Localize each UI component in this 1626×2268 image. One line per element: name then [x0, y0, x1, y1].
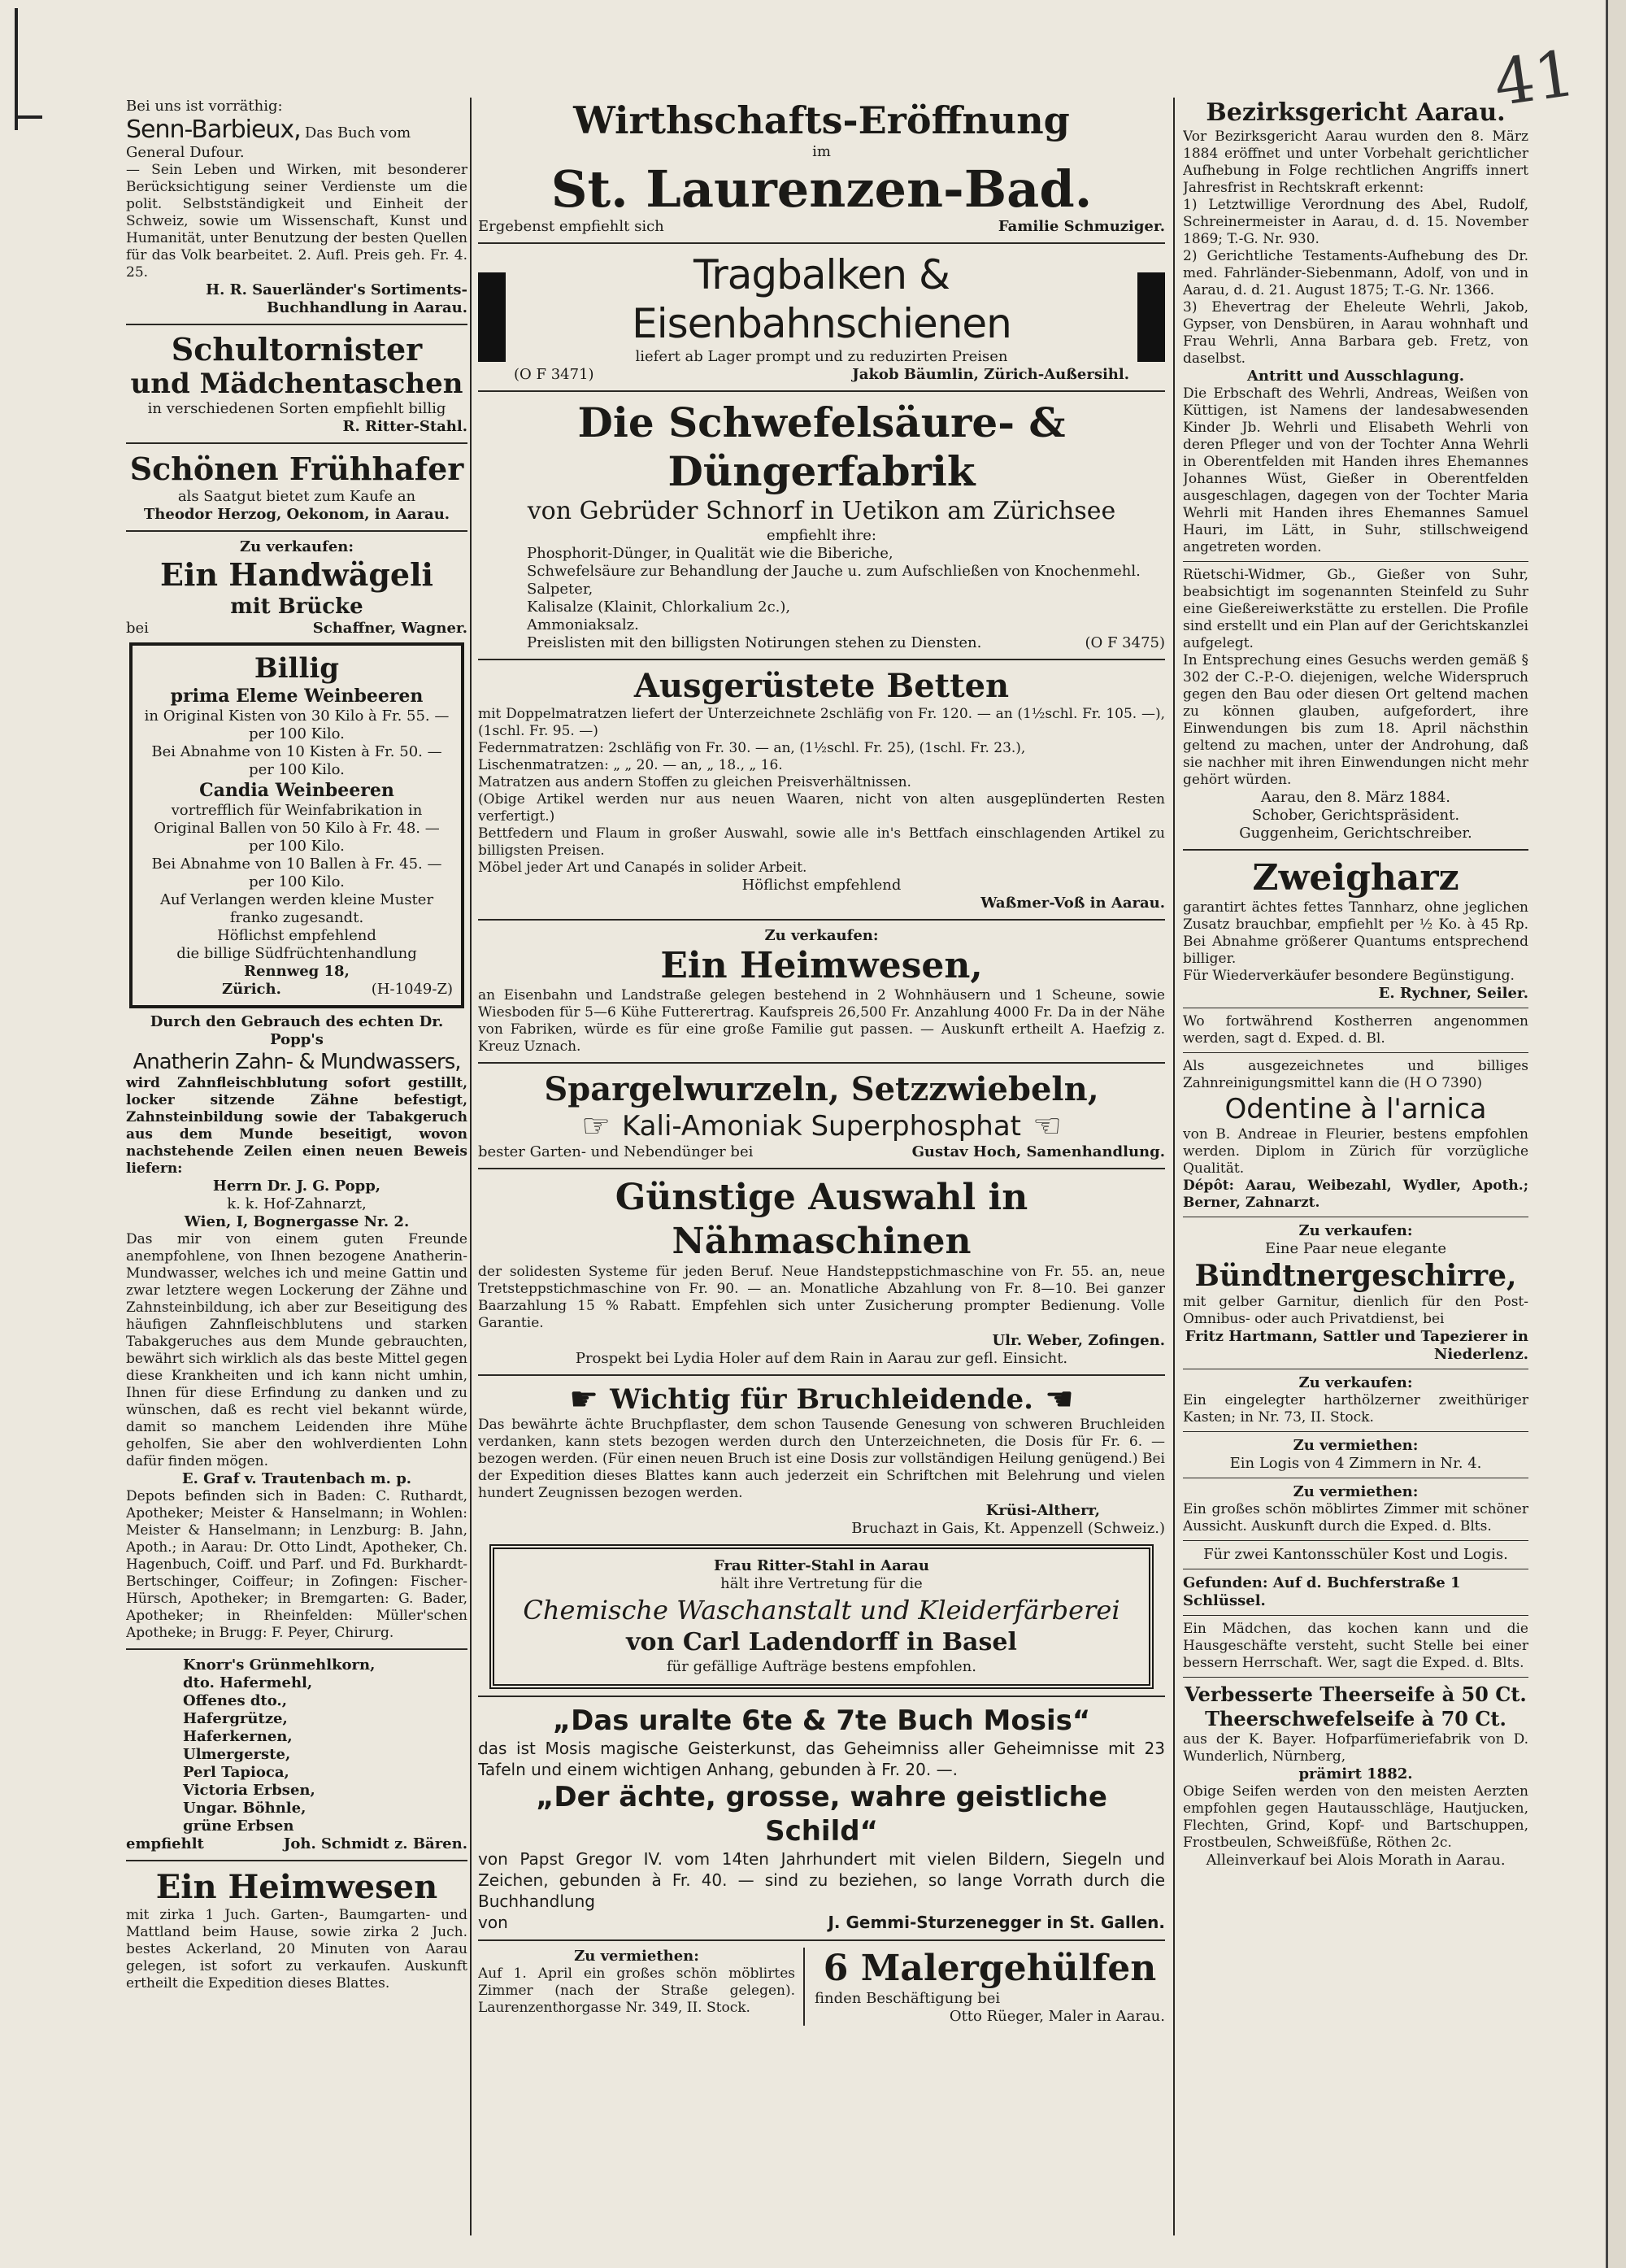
schwefel-item: Schwefelsäure zur Behandlung der Jauche u. zum Aufschließen von Knochenmehl.: [527, 563, 1141, 580]
billig-line: Bei Abnahme von 10 Ballen à Fr. 45. — per 100 Kilo.: [151, 855, 442, 890]
i-beam-icon: [1137, 272, 1165, 362]
separator: [1183, 561, 1528, 562]
ad-foot: Preislisten mit den billigsten Notirungen stehen zu Diensten.: [527, 634, 982, 651]
ad-senn-barbieux: [126, 98, 467, 317]
ad-knorr: [126, 1656, 467, 1835]
ad-title-2: mit Brücke: [230, 594, 363, 619]
ad-title: Anatherin Zahn- & Mundwassers,: [133, 1050, 461, 1074]
ad-body: Auf 1. April ein großes schön möblirtes Zimmer (nach der Straße gelegen). Laurenzenthorgasse Nr. 349, II. Stock.: [478, 1965, 795, 2016]
ad-body: das ist Mosis magische Geisterkunst, das Geheimniss aller Geheimnisse mit 23 Tafeln und einem wichtigen Anhang, gebunden à Fr. 20. —.: [478, 1739, 1165, 1779]
ad-title-2: Theerschwefelseife à 70 Ct.: [1205, 1707, 1506, 1730]
billig-line: Zürich.: [222, 981, 281, 998]
ad-body: von B. Andreae in Fleurier, bestens empfohlen werden. Diplom in Zürich für vorzügliche Qualität.: [1183, 1126, 1528, 1177]
ad-signature: E. Rychner, Seiler.: [1378, 985, 1528, 1002]
ad-naehmaschinen: [478, 1176, 1165, 1368]
ad-left: Ergebenst empfiehlt sich: [478, 218, 664, 235]
ad-body: mit Doppelmatratzen liefert der Unterzeichnete 2schläfig von Fr. 120. — an (1½schl. Fr. 105. —), (1schl. Fr. 95. —): [478, 706, 1165, 739]
ad-foot: bester Garten- und Nebendünger bei: [478, 1143, 754, 1160]
ad-intro: Bei uns ist vorräthig:: [126, 98, 283, 115]
ad-handwaegeli: [126, 538, 467, 638]
ad-sub: Kali-Amoniak Superphosphat: [621, 1110, 1021, 1143]
ad-title: Bündtnergeschirre,: [1194, 1259, 1517, 1293]
ad-line: Matratzen aus andern Stoffen zu gleichen Preisverhältnissen.: [478, 774, 911, 790]
separator: [126, 442, 467, 444]
ad-signature: Fritz Hartmann, Sattler und Tapezierer in Niederlenz.: [1185, 1328, 1528, 1363]
pointing-hand-right-icon: ☞: [581, 1108, 611, 1145]
ad-signature: Alleinverkauf bei Alois Morath in Aarau.: [1206, 1852, 1506, 1869]
ad-head: Zu vermiethen:: [1293, 1437, 1419, 1454]
ad-anatherin: [126, 1013, 467, 1642]
billig-line: Candia Weinbeeren: [199, 780, 394, 801]
ad-kantonsschueler: Für zwei Kantonsschüler Kost und Logis.: [1203, 1546, 1508, 1563]
middle-column: [478, 98, 1165, 2235]
ad-line: Bettfedern und Flaum in großer Auswahl, sowie alle in's Bettfach einschlagenden Artikel zu billigsten Preisen.: [478, 825, 1165, 859]
page-edge: [1606, 0, 1626, 2268]
ad-signature: Ulr. Weber, Zofingen.: [992, 1332, 1165, 1349]
schwefel-item: Phosphorit-Dünger, in Qualität wie die Biberiche,: [527, 545, 893, 562]
separator: [126, 324, 467, 325]
i-beam-icon: [478, 272, 506, 362]
ritter-line: von Carl Ladendorff in Basel: [626, 1628, 1017, 1656]
ad-title: 6 Malergehülfen: [823, 1948, 1157, 1989]
ad-line: Federnmatratzen: 2schläfig von Fr. 30. — an, (1½schl. Fr. 25), (1schl. Fr. 23.),: [478, 740, 1026, 756]
notice-subhead: Antritt und Ausschlagung.: [1246, 368, 1465, 385]
separator: [478, 659, 1165, 660]
ad-sub: von Gebrüder Schnorf in Uetikon am Zürichsee: [527, 497, 1116, 525]
ad-intro: Als ausgezeichnetes und billiges Zahnreinigungsmittel kann die (H O 7390): [1183, 1058, 1528, 1091]
ad-line: Höflichst empfehlend: [741, 877, 902, 894]
separator: [478, 919, 1165, 921]
separator: [1183, 1615, 1528, 1616]
notice-item: 1) Letztwillige Verordnung des Abel, Rudolf, Schreinermeister in Aarau, d. d. 15. November 1869; T.-G. Nr. 930.: [1183, 197, 1528, 247]
ad-title-2: und Mädchentaschen: [130, 368, 463, 400]
ad-body: an Eisenbahn und Landstraße gelegen bestehend in 2 Wohnhäusern und 1 Scheune, sowie Wiesboden für 5—6 Kühe Futterertrag. Kaufspreis 26,500 Fr. Anzahlung 4000 Fr. Da in der Nähe von Fabriken, würde es für eine große Familie gut passen. — Auskunft ertheilt A. Haefzig z. Kreuz Uznach.: [478, 987, 1165, 1055]
separator: [478, 1062, 1165, 1064]
notice-item: 2) Gerichtliche Testaments-Aufhebung des Dr. med. Fahrländer-Siebenmann, Adolf, von und in Aarau, d. d. 21. August 1875; T.-G. Nr. 1366.: [1183, 248, 1528, 298]
ad-title: Wirthschafts-Eröffnung: [573, 98, 1070, 142]
knorr-item: Offenes dto.,: [183, 1692, 287, 1709]
column-rule-left: [470, 98, 472, 2235]
ad-von: von: [478, 1913, 508, 1932]
ad-body-2: Obige Seifen werden von den meisten Aerzten empfohlen gegen Hautausschläge, Hautjucken, Flechten, Grind, Kopf- und Bartschuppen, Frostbeulen, Schweißfüße, Röthen 2c.: [1183, 1783, 1528, 1851]
separator: [478, 1168, 1165, 1169]
ad-foot: Prospekt bei Lydia Holer auf dem Rain in Aarau zur gefl. Einsicht.: [575, 1350, 1068, 1367]
ad-billig-box: [129, 642, 464, 1008]
ad-head: Zu verkaufen:: [764, 927, 879, 944]
ad-zimmer-right: [1183, 1483, 1528, 1535]
schwefel-item: Ammoniaksalz.: [527, 616, 639, 633]
ad-prefix: empfiehlt: [126, 1835, 204, 1852]
separator: [1183, 1431, 1528, 1432]
ad-body: als Saatgut bietet zum Kaufe an: [177, 488, 416, 505]
ad-signature: Theodor Herzog, Oekonom, in Aarau.: [143, 506, 450, 523]
ad-buendtnergeschirre: [1183, 1222, 1528, 1364]
ad-line: (Obige Artikel werden nur aus neuen Waaren, nicht von alten ausgeplünderten Resten verfertigt.): [478, 791, 1165, 825]
ad-mosis: [478, 1704, 1165, 1933]
ad-body: Ein großes schön möblirtes Zimmer mit schöner Aussicht. Auskunft durch die Exped. d. Blts.: [1183, 1501, 1528, 1534]
ad-title: Günstige Auswahl in Nähmaschinen: [615, 1177, 1028, 1262]
pointing-hand-left-icon: ☜: [1033, 1108, 1062, 1145]
ad-zimmer-mid: [478, 1948, 805, 2026]
ad-maedchen: Ein Mädchen, das kochen kann und die Hausgeschäfte versteht, sucht Stelle bei einer bessern Herrschaft. Wer, sagt die Exped. d. Blts.: [1183, 1621, 1528, 1671]
ad-award: prämirt 1882.: [1298, 1765, 1413, 1783]
separator: [1183, 1052, 1528, 1053]
ad-schwefelsaeure: [478, 398, 1165, 652]
pointing-hand-right-icon: ☛: [569, 1381, 599, 1418]
separator: [478, 390, 1165, 392]
ad-title: Senn-Barbieux,: [126, 115, 301, 144]
ad-head: Zu verkaufen:: [1298, 1374, 1413, 1391]
ad-signature: Otto Rüeger, Maler in Aarau.: [949, 2008, 1165, 2025]
handwritten-page-number: 41: [1489, 37, 1580, 121]
ad-head: Zu vermiethen:: [1293, 1483, 1419, 1500]
ad-title: Spargelwurzeln, Setzzwiebeln,: [544, 1070, 1099, 1108]
ad-fruehhafer: [126, 451, 467, 524]
schwefel-item: Salpeter,: [527, 581, 593, 598]
ad-logis: [1183, 1437, 1528, 1473]
separator: [478, 1939, 1165, 1941]
separator: [478, 1374, 1165, 1376]
notice-body: Vor Bezirksgericht Aarau wurden den 8. März 1884 eröffnet und unter Vorbehalt gerichtlicher Aufhebung in Folge rechtlichen Angriffs innert Jahresfrist in Rechtskraft erkennt:: [1183, 128, 1528, 196]
ad-head: Zu verkaufen:: [239, 538, 354, 555]
billig-line: in Original Kisten von 30 Kilo à Fr. 55. — per 100 Kilo.: [144, 707, 450, 742]
ad-signature: Joh. Schmidt z. Bären.: [283, 1835, 467, 1852]
ad-addr: Wien, I, Bognergasse Nr. 2.: [184, 1213, 410, 1230]
knorr-item: Hafergrütze,: [183, 1710, 288, 1727]
ad-body: finden Beschäftigung bei: [815, 1990, 1001, 2007]
ad-spargel: [478, 1070, 1165, 1161]
ritter-line: hält ihre Vertretung für die: [720, 1575, 923, 1592]
ad-addr: k. k. Hof-Zahnarzt,: [227, 1195, 367, 1212]
separator: [1183, 849, 1528, 851]
ad-signature: Gustav Hoch, Samenhandlung.: [911, 1143, 1165, 1160]
billig-line: Rennweg 18,: [244, 963, 350, 980]
schwefel-item: Kalisalze (Klainit, Chlorkalium 2c.),: [527, 599, 791, 616]
notice-body: In Entsprechung eines Gesuchs werden gemäß § 302 der C.-P.-O. diejenigen, welche Widerspruch gegen den Bau oder diesen Ort geltend machen zu können glauben, aufgefordert, ihre Einwendungen bis zum 18. April nächsthin geltend zu machen, unter der Androhung, daß sie nachher mit ihren Einwendungen nicht mehr gehört würden.: [1183, 652, 1528, 788]
ad-body: wird Zahnfleischblutung sofort gestillt, locker sitzende Zähne befestigt, Zahnsteinbildung sowie der Tabakgeruch aus dem Munde beseitigt, wovon nachstehende Zeilen einen neuen Beweis liefern:: [126, 1075, 467, 1177]
notice-date: Aarau, den 8. März 1884.: [1261, 789, 1450, 806]
knorr-item: Ulmergerste,: [183, 1746, 291, 1763]
ad-signature: Familie Schmuziger.: [998, 218, 1165, 235]
ad-intro: empfiehlt ihre:: [767, 527, 876, 544]
left-column: [126, 98, 467, 2235]
ad-heimwesen-mid: [478, 927, 1165, 1056]
ad-title: Wichtig für Bruchleidende.: [610, 1383, 1033, 1416]
ad-signature: Krüsi-Altherr,: [985, 1502, 1100, 1519]
ad-body-2: Für Wiederverkäufer besondere Begünstigung.: [1183, 968, 1515, 984]
ad-title: Zweigharz: [1252, 857, 1459, 899]
ad-bruch: [478, 1382, 1165, 1538]
ad-title: Verbesserte Theerseife à 50 Ct.: [1185, 1682, 1527, 1706]
ad-head: Zu vermiethen:: [574, 1948, 699, 1965]
billig-line: die billige Südfrüchtenhandlung: [176, 945, 417, 962]
ad-body: Ein eingelegter harthölzerner zweithüriger Kasten; in Nr. 73, II. Stock.: [1183, 1392, 1528, 1426]
margin-bracket-foot: [15, 115, 42, 119]
notice-item: 3) Ehevertrag der Eheleute Wehrli, Jakob, Gypser, von Densbüren, in Aarau wohnhaft und Frau Wehrli, Anna Barbara geb. Fretz, von daselbst.: [1183, 299, 1528, 367]
separator: [1183, 1677, 1528, 1678]
ad-ritter-box: [489, 1544, 1154, 1689]
column-rule-right: [1173, 98, 1175, 2235]
ad-title: Ein Heimwesen: [155, 1868, 438, 1906]
ad-body: Das mir von einem guten Freunde anempfohlene, von Ihnen bezogene Anatherin-Mundwasser, welches ich und meine Gattin und zwar letztere wegen Lockerung der Zähne und Zahnsteinbildung, ich aber zur Beseitigung des häufigen Zahnfleischblutens und starken Tabakgeruches aus dem Munde gebrauchten, bewährt sich wirklich als das beste Mittel gegen diese Krankheiten und ich kann nicht umhin, Ihnen für diese Erfindung zu danken und zu wünschen, daß es recht viel bekannt würde, damit so manchem Leidenden ihre Mühe geholfen, Sie aber den wohlverdienten Lohn dafür finden mögen.: [126, 1231, 467, 1469]
ad-sub: liefert ab Lager prompt und zu reduzirten Preisen: [635, 348, 1008, 365]
billig-line: Höflichst empfehlend: [217, 927, 376, 944]
ad-body: Ein Logis von 4 Zimmern in Nr. 4.: [1229, 1455, 1482, 1472]
ad-im: im: [812, 143, 831, 160]
ad-code: (O F 3475): [1085, 634, 1165, 651]
ad-body: der solidesten Systeme für jeden Beruf. Neue Handsteppstichmaschine von Fr. 55. an, neue Tretsteppstichmaschine von Fr. 90. — an. Monatliche Abzahlung von Fr. 8—10. Bei ganzer Baarzahlung 15 % Rabatt. Empfehlen sich unter Zusicherung prompter Bedienung. Volle Garantie.: [478, 1264, 1165, 1331]
ad-body: garantirt ächtes fettes Tannharz, ohne jeglichen Zusatz brauchbar, empfiehlt per ½ Ko. à 45 Rp. Bei Abnahme größerer Quantums entsprechend billiger.: [1183, 899, 1528, 967]
ad-title: Odentine à l'arnica: [1224, 1093, 1487, 1125]
billig-line: Auf Verlangen werden kleine Muster franko zugesandt.: [159, 891, 434, 926]
ad-betten: [478, 667, 1165, 912]
pointing-hand-left-icon: ☚: [1044, 1381, 1074, 1418]
separator: [478, 1696, 1165, 1697]
ad-signature-2: Bruchazt in Gais, Kt. Appenzell (Schweiz.): [851, 1520, 1165, 1537]
separator: [126, 530, 467, 532]
ad-signature: E. Graf v. Trautenbach m. p.: [181, 1470, 412, 1487]
knorr-item: Perl Tapioca,: [183, 1764, 289, 1781]
billig-code: (H-1049-Z): [371, 981, 453, 998]
knorr-item: dto. Hafermehl,: [183, 1674, 313, 1691]
ad-body: mit gelber Garnitur, dienlich für den Post-Omnibus- oder auch Privatdienst, bei: [1183, 1294, 1528, 1327]
billig-line: vortrefflich für Weinfabrikation in Original Ballen von 50 Kilo à Fr. 48. — per 100 Kilo.: [154, 802, 440, 855]
ad-tragbalken: [478, 250, 1165, 384]
knorr-item: Knorr's Grünmehlkorn,: [183, 1656, 376, 1674]
ad-body: mit zirka 1 Juch. Garten-, Baumgarten- und Mattland beim Hause, sowie zirka 2 Juch. bestes Ackerland, 20 Minuten von Aarau gelegen, ist sofort zu verkaufen. Auskunft ertheilt die Expedition dieses Blattes.: [126, 1907, 467, 1992]
ad-title: Ein Handwägeli: [160, 556, 433, 593]
ad-gefunden: Gefunden: Auf d. Buchferstraße 1 Schlüssel.: [1183, 1574, 1461, 1609]
notice-body: Rüetschi-Widmer, Gb., Gießer von Suhr, beabsichtigt im sogenannten Steinfeld zu Suhr eine Gießereiwerkstätte zu erstellen. Die Profile sind erstellt und ein Plan auf der Gerichtskanzlei aufgelegt.: [1183, 567, 1528, 651]
ad-depots: Depots befinden sich in Baden: C. Ruthardt, Apotheker; Meister & Hanselmann; in Wohlen: Meister & Hanselmann; in Lenzburg: B. Jahn, Apoth.; in Aarau: Dr. Otto Lindt, Apotheker, Ch. Hagenbuch, Coiff. und Parf. und Fd. Burkhardt-Bertschinger, Coiffeur; in Zofingen: Fischer-Hürsch, Apotheker; in Bremgarten: G. Bader, Apotheker; in Rheinfelden: Müller'schen Apotheke; in Brugg: F. Peyer, Chirurg.: [126, 1488, 467, 1641]
knorr-item: grüne Erbsen: [183, 1817, 294, 1835]
ad-title: Billig: [254, 652, 340, 685]
ad-intro: Durch den Gebrauch des echten Dr. Popp's: [150, 1013, 444, 1048]
ad-title: Schönen Frühhafer: [129, 451, 464, 487]
ad-theerseife: [1183, 1682, 1528, 1870]
ad-schultornister: [126, 332, 467, 436]
ad-kasten: [1183, 1374, 1528, 1426]
notice-bezirksgericht: [1183, 98, 1528, 842]
ad-title: Ein Heimwesen,: [660, 945, 983, 986]
ad-intro: Eine Paar neue elegante: [1265, 1240, 1446, 1257]
ad-body: aus der K. Bayer. Hofparfümeriefabrik von D. Wunderlich, Nürnberg,: [1183, 1731, 1528, 1765]
ad-wirthschaft: [478, 98, 1165, 236]
ad-title: Schultornister: [171, 331, 423, 368]
margin-bracket: [15, 8, 18, 130]
ad-depot: Dépôt: Aarau, Weibezahl, Wydler, Apoth.; Berner, Zahnarzt.: [1183, 1178, 1528, 1211]
billig-line: prima Eleme Weinbeeren: [170, 686, 424, 707]
ad-signature: H. R. Sauerländer's Sortiments-Buchhandlung in Aarau.: [206, 281, 467, 316]
ad-head: Zu verkaufen:: [1298, 1222, 1413, 1239]
ad-signature: Waßmer-Voß in Aarau.: [980, 895, 1165, 912]
bottom-row: [478, 1948, 1165, 2026]
separator: [126, 1860, 467, 1861]
ad-signature: Jakob Bäumlin, Zürich-Außersihl.: [852, 366, 1129, 383]
ad-title: Tragbalken & Eisenbahnschienen: [632, 251, 1011, 347]
ritter-line: für gefällige Aufträge bestens empfohlen.: [667, 1658, 976, 1675]
notice-body: Die Erbschaft des Wehrli, Andreas, Weißen von Küttigen, ist Namens der landesabwesenden Kinder Jb. Wehrli und Elisabeth Wehrli von deren Pfleger und von der Tochter Anna Wehrli in Oberentfelden mit Handen ihres Ehemannes Johannes Wüst, Gießer in Oberentfelden ausgeschlagen, dagegen von der Tochter Maria Wehrli mit Handen ihres Ehemannes Samuel Hauri, im Lätt, in Suhr, stillschweigend angetreten worden.: [1183, 385, 1528, 555]
ad-title-2: „Der ächte, grosse, wahre geistliche Schild“: [536, 1781, 1107, 1848]
ad-title: Die Schwefelsäure- & Düngerfabrik: [577, 398, 1066, 495]
notice-title: Bezirksgericht Aarau.: [1206, 98, 1506, 127]
ad-line: Lischenmatratzen: „ „ 20. — an, „ 18., „ 16.: [478, 757, 783, 773]
notice-signature: Schober, Gerichtspräsident.: [1251, 807, 1460, 824]
ad-title: „Das uralte 6te & 7te Buch Mosis“: [552, 1704, 1091, 1737]
ad-body: Das bewährte ächte Bruchpflaster, dem schon Tausende Genesung von schweren Bruchleiden verdanken, kann stets bezogen werden durch den Unterzeichneten, die Dosis für Fr. 6. — bezogen werden. (Für einen neuen Bruch ist eine Dosis zur vollständigen Heilung genügend.) Bei der Expedition dieses Blattes kann auch jederzeit ein Schriftchen mit Belehrung und vielen hundert Zeugnissen bezogen werden.: [478, 1417, 1165, 1501]
ad-signature: Schaffner, Wagner.: [312, 620, 467, 637]
ritter-line: Chemische Waschanstalt und Kleiderfärberei: [523, 1595, 1120, 1626]
knorr-item: Haferkernen,: [183, 1728, 293, 1745]
ad-body: — Sein Leben und Wirken, mit besonderer Berücksichtigung seiner Verdienste um die polit. Selbstständigkeit und Einheit der Schweiz, sowie um Wissenschaft, Kunst und Humanität, unter Benutzung der besten Quellen für das Volk bearbeitet. 2. Aufl. Preis geh. Fr. 4. 25.: [126, 162, 467, 281]
billig-line: Bei Abnahme von 10 Kisten à Fr. 50. — per 100 Kilo.: [151, 743, 442, 778]
separator: [478, 242, 1165, 244]
ad-odentine: [1183, 1058, 1528, 1212]
ad-kostherren: Wo fortwährend Kostherren angenommen werden, sagt d. Exped. d. Bl.: [1183, 1013, 1528, 1047]
separator: [126, 1648, 467, 1650]
ad-body-2: von Papst Gregor IV. vom 14ten Jahrhundert mit vielen Bildern, Siegeln und Zeichen, gebunden à Fr. 40. — sind zu beziehen, so lange Vorrath durch die Buchhandlung: [478, 1849, 1165, 1911]
ad-title: Ausgerüstete Betten: [633, 667, 1010, 705]
knorr-item: Victoria Erbsen,: [183, 1782, 315, 1799]
notice-signature: Guggenheim, Gerichtschreiber.: [1239, 825, 1472, 842]
ad-bei: bei: [126, 620, 149, 637]
right-column: [1183, 98, 1528, 2235]
ad-maler: [815, 1948, 1165, 2026]
ad-signature: J. Gemmi-Sturzenegger in St. Gallen.: [828, 1913, 1165, 1932]
ad-heimwesen-left: [126, 1868, 467, 1992]
separator: [1183, 1540, 1528, 1541]
ad-signature: R. Ritter-Stahl.: [342, 418, 467, 435]
ad-place: St. Laurenzen-Bad.: [550, 159, 1093, 219]
ad-body: in verschiedenen Sorten empfiehlt billig: [147, 400, 446, 417]
ritter-line: Frau Ritter-Stahl in Aarau: [713, 1557, 930, 1574]
ad-subtitle: Das Buch vom General Dufour.: [126, 124, 411, 161]
knorr-item: Ungar. Böhnle,: [183, 1800, 307, 1817]
ad-addr: Herrn Dr. J. G. Popp,: [212, 1178, 381, 1195]
ad-zweigharz: [1183, 857, 1528, 1003]
ad-line: Möbel jeder Art und Canapés in solider Arbeit.: [478, 860, 807, 876]
ad-code: (O F 3471): [514, 366, 594, 383]
